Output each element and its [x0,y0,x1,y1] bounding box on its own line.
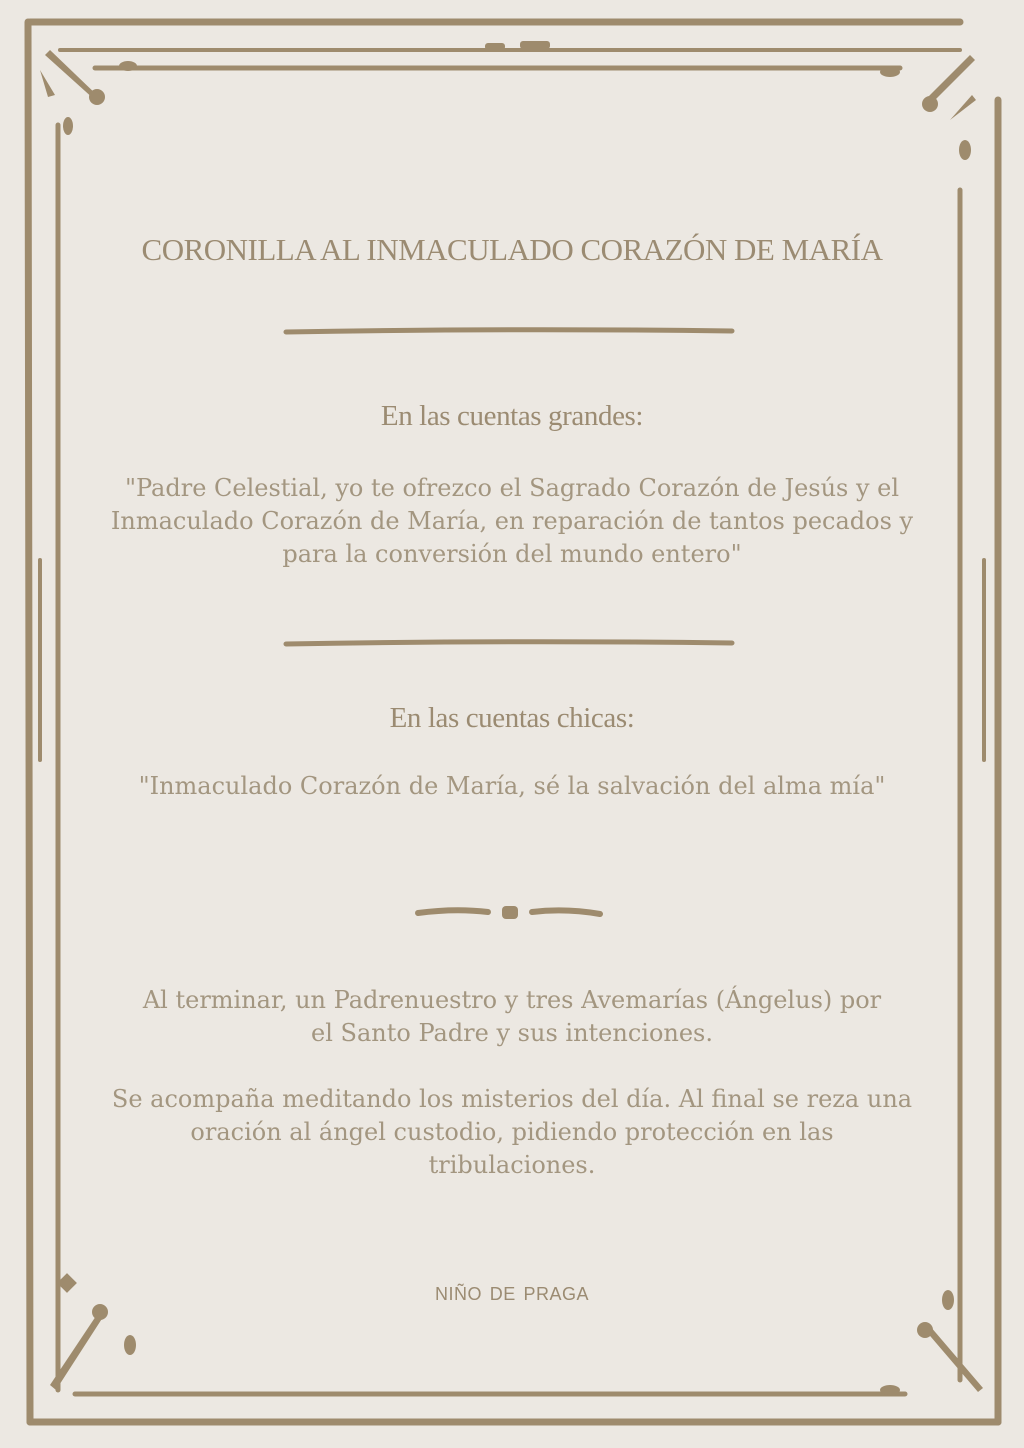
section-large-heading: En las cuentas grandes: [380,400,644,432]
section-small-text: "Inmaculado Corazón de María, sé la salvación del alma mía" [138,772,886,800]
divider-ornament [410,900,610,926]
divider-1 [280,322,740,342]
closing-paragraph-2: Se acompaña meditando los misterios del día. Al final se reza una oración al ángel custodio, pidiendo protección en las tribulaciones. [111,1085,913,1179]
closing-paragraph-1: Al terminar, un Padrenuestro y tres Avemarías (Ángelus) por el Santo Padre y sus intenciones. [142,986,882,1047]
section-large-text: "Padre Celestial, yo te ofrezco el Sagrado Corazón de Jesús y el Inmaculado Corazón de María, en reparación de tantos pecados y para la conversión del mundo entero" [110,474,914,568]
divider-2 [280,634,740,654]
signature: niño de praga [435,1276,589,1306]
section-small-heading: En las cuentas chicas: [389,702,635,734]
page-title: CORONILLA AL INMACULADO CORAZÓN DE MARÍA [141,232,883,267]
